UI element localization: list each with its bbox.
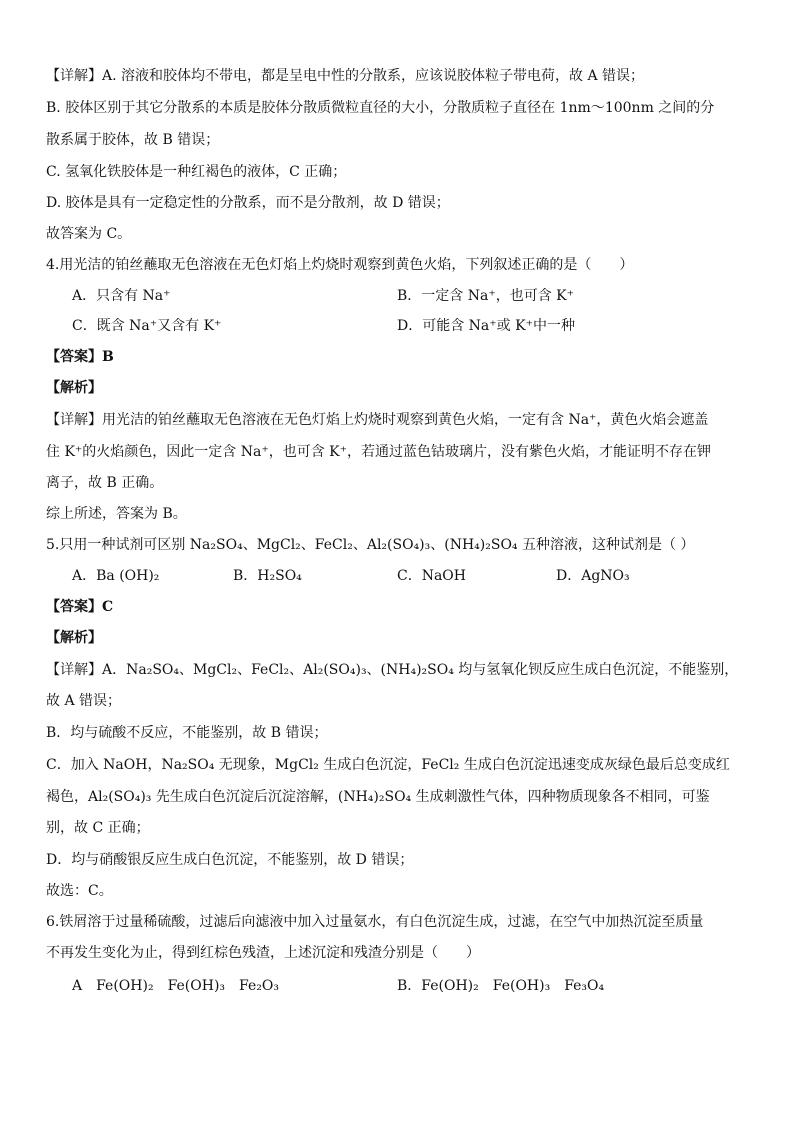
q5-conclusion: 故选：C。 bbox=[46, 883, 113, 899]
q4-detail-line1: 【详解】用光洁的铂丝蘸取无色溶液在无色灯焰上灼烧时观察到黄色火焰，一定有含 Na⁺，黄色火焰会遮盖 bbox=[46, 412, 709, 428]
q4-detail-line2: 住 K⁺的火焰颜色，因此一定含 Na⁺，也可含 K⁺，若通过蓝色钴玻璃片，没有紫色火焰，才能证明不存在钾 bbox=[46, 444, 712, 460]
q6-option-a: A Fe(OH)₂ Fe(OH)₃ Fe₂O₃ bbox=[72, 978, 279, 994]
q5-option-b: B．H₂SO₄ bbox=[233, 568, 302, 584]
q4-option-a: A．只含有 Na⁺ bbox=[72, 288, 171, 304]
q5-detail-a-line2: 故 A 错误； bbox=[46, 693, 122, 709]
q5-option-c: C．NaOH bbox=[397, 568, 466, 584]
q3-detail-c: C. 氢氧化铁胶体是一种红褐色的液体，C 正确； bbox=[46, 164, 347, 180]
q6-option-b: B．Fe(OH)₂ Fe(OH)₃ Fe₃O₄ bbox=[397, 978, 605, 994]
q3-conclusion: 故答案为 C。 bbox=[46, 226, 132, 242]
q5-detail-c-line2: 褐色，Al₂(SO₄)₃ 先生成白色沉淀后沉淀溶解，(NH₄)₂SO₄ 生成刺激性气体，四种物质现象各不相同，可鉴 bbox=[46, 789, 710, 805]
q4-option-d: D．可能含 Na⁺或 K⁺中一种 bbox=[397, 318, 575, 334]
q4-analysis-heading: 【解析】 bbox=[46, 380, 102, 396]
q3-detail-b-line2: 散系属于胶体，故 B 错误； bbox=[46, 132, 220, 148]
q5-stem: 5.只用一种试剂可区别 Na₂SO₄、MgCl₂、FeCl₂、Al₂(SO₄)₃、(NH₄)₂SO₄ 五种溶液，这种试剂是（ ） bbox=[46, 537, 695, 553]
q4-conclusion: 综上所述，答案为 B。 bbox=[46, 506, 187, 522]
q5-detail-a-line1: 【详解】A．Na₂SO₄、MgCl₂、FeCl₂、Al₂(SO₄)₃、(NH₄)₂SO₄ 均与氢氧化钡反应生成白色沉淀，不能鉴别， bbox=[46, 662, 739, 678]
q4-option-c: C．既含 Na⁺又含有 K⁺ bbox=[72, 318, 222, 334]
q5-analysis-heading: 【解析】 bbox=[46, 630, 102, 646]
q5-detail-c-line3: 别，故 C 正确； bbox=[46, 820, 150, 836]
q5-answer: 【答案】C bbox=[46, 599, 114, 615]
q5-option-d: D．AgNO₃ bbox=[556, 568, 630, 584]
q5-option-a: A．Ba (OH)₂ bbox=[72, 568, 160, 584]
q5-detail-b: B．均与硫酸不反应，不能鉴别，故 B 错误； bbox=[46, 725, 328, 741]
q5-detail-d: D．均与硝酸银反应生成白色沉淀，不能鉴别，故 D 错误； bbox=[46, 852, 414, 868]
q4-detail-line3: 离子，故 B 正确。 bbox=[46, 475, 164, 491]
q6-stem-line2: 不再发生变化为止，得到红棕色残渣，上述沉淀和残渣分别是（ ） bbox=[46, 945, 480, 961]
q3-detail-b-line1: B. 胶体区别于其它分散系的本质是胶体分散质微粒直径的大小，分散质粒子直径在 1nm～100nm 之间的分 bbox=[46, 100, 715, 116]
q3-detail-d: D. 胶体是具有一定稳定性的分散系，而不是分散剂，故 D 错误； bbox=[46, 195, 450, 211]
q4-stem: 4.用光洁的铂丝蘸取无色溶液在无色灯焰上灼烧时观察到黄色火焰，下列叙述正确的是（ ） bbox=[46, 257, 634, 273]
q3-detail-a: 【详解】A. 溶液和胶体均不带电，都是呈电中性的分散系，应该说胶体粒子带电荷，故 A 错误； bbox=[46, 68, 645, 84]
q4-answer: 【答案】B bbox=[46, 349, 114, 365]
q5-detail-c-line1: C．加入 NaOH，Na₂SO₄ 无现象，MgCl₂ 生成白色沉淀，FeCl₂ 生成白色沉淀迅速变成灰绿色最后总变成红 bbox=[46, 757, 730, 773]
q6-stem-line1: 6.铁屑溶于过量稀硫酸，过滤后向滤液中加入过量氨水，有白色沉淀生成，过滤，在空气中加热沉淀至质量 bbox=[46, 914, 704, 930]
q4-option-b: B．一定含 Na⁺，也可含 K⁺ bbox=[397, 288, 575, 304]
